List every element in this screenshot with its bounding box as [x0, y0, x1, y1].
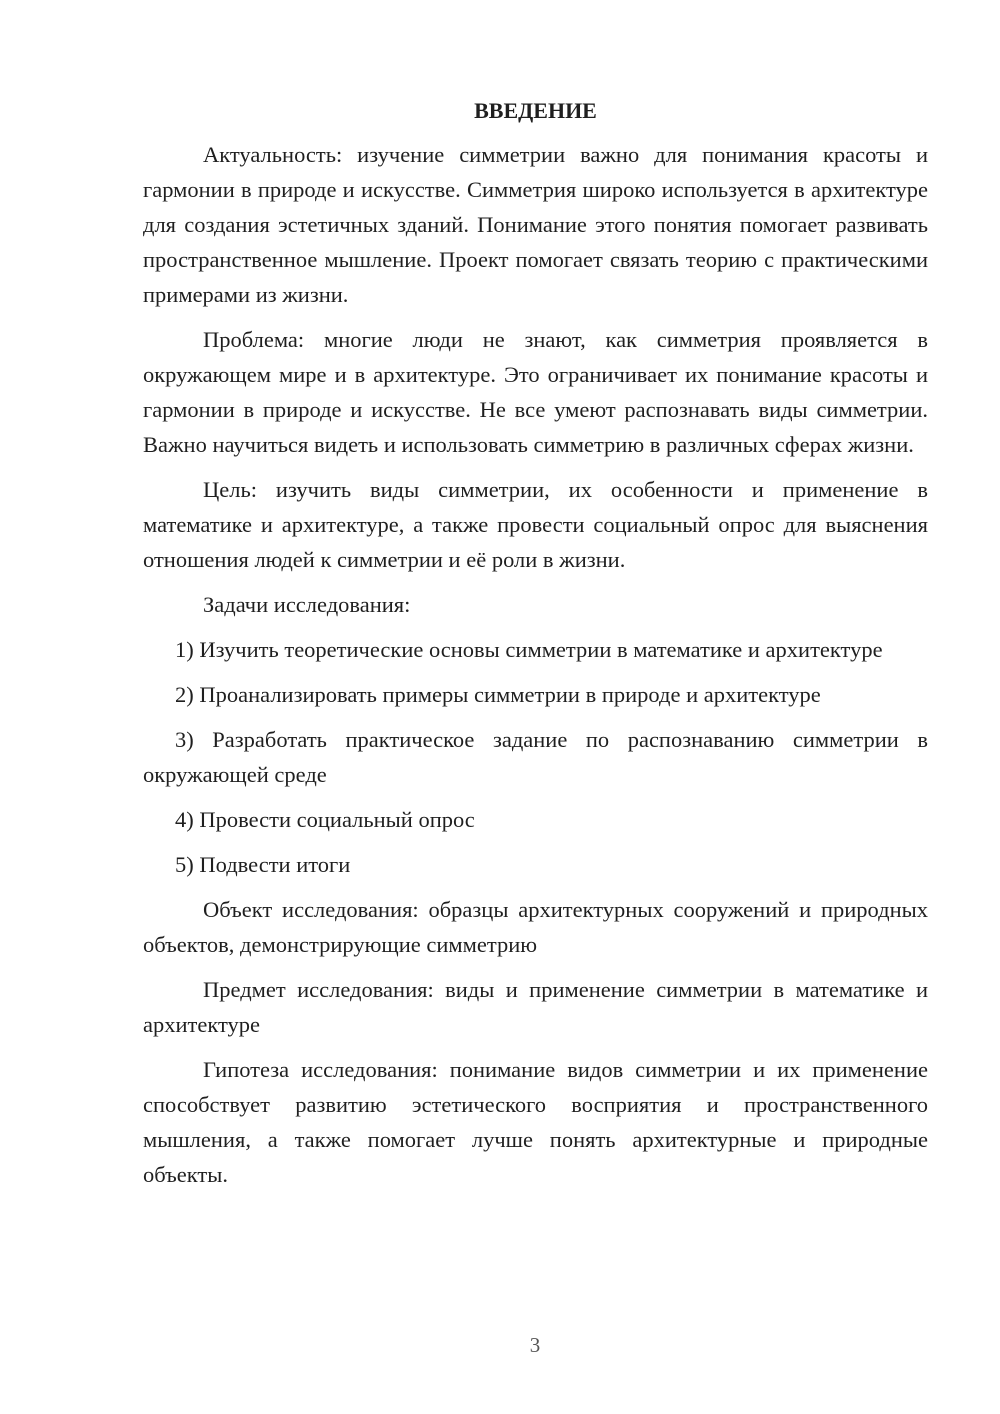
task-item: 3) Разработать практическое задание по распознаванию симметрии в окружающей среде — [143, 727, 928, 787]
problem-paragraph: Проблема: многие люди не знают, как симметрия проявляется в окружающем мире и в архитектуре. Это ограничивает их понимание красоты и гармонии в природе и искусстве. Не все умеют распознавать виды симметрии. Важно научиться видеть и использовать симметрию в различных сферах жизни. — [143, 327, 928, 457]
task-item: 4) Провести социальный опрос — [175, 807, 475, 832]
subject-paragraph: Предмет исследования: виды и применение симметрии в математике и архитектуре — [143, 977, 928, 1037]
document-page — [143, 92, 928, 1202]
page-number: 3 — [529, 1333, 541, 1357]
task-item: 2) Проанализировать примеры симметрии в природе и архитектуре — [175, 682, 821, 707]
task-item: 5) Подвести итоги — [175, 852, 351, 877]
section-title: ВВЕДЕНИЕ — [474, 98, 597, 123]
tasks-heading: Задачи исследования: — [203, 592, 411, 617]
goal-paragraph: Цель: изучить виды симметрии, их особенности и применение в математике и архитектуре, а также провести социальный опрос для выяснения отношения людей к симметрии и её роли в жизни. — [143, 477, 928, 572]
object-paragraph: Объект исследования: образцы архитектурных сооружений и природных объектов, демонстрирующие симметрию — [143, 897, 928, 957]
hypothesis-paragraph: Гипотеза исследования: понимание видов симметрии и их применение способствует развитию эстетического восприятия и пространственного мышления, а также помогает лучше понять архитектурные и природные объекты. — [143, 1057, 928, 1187]
task-item: 1) Изучить теоретические основы симметрии в математике и архитектуре — [175, 637, 883, 662]
relevance-paragraph: Актуальность: изучение симметрии важно для понимания красоты и гармонии в природе и искусстве. Симметрия широко используется в архитектуре для создания эстетичных зданий. Понимание этого понятия помогает развивать пространственное мышление. Проект помогает связать теорию с практическими примерами из жизни. — [143, 142, 928, 307]
